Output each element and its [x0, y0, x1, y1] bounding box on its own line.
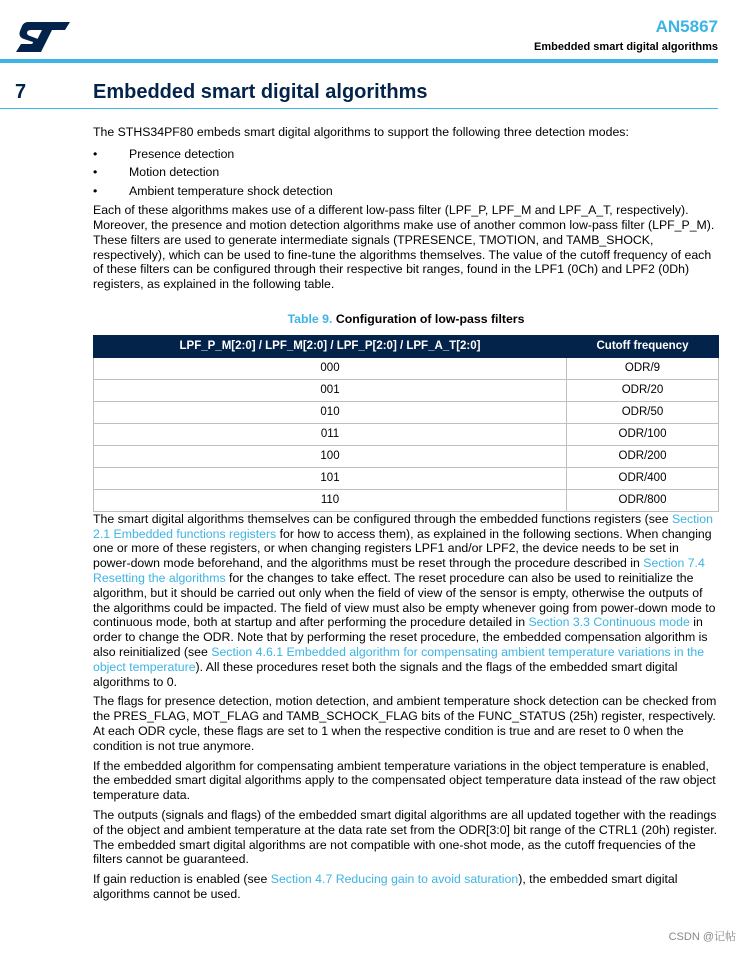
bullet-icon: •: [93, 165, 98, 180]
header-subtitle: Embedded smart digital algorithms: [534, 41, 718, 53]
table-caption-label: Table 9.: [287, 312, 333, 327]
table-caption: [93, 312, 719, 327]
column-header-cutoff: Cutoff frequency: [567, 335, 719, 357]
table-caption-text: Configuration of low-pass filters: [335, 312, 525, 327]
section-title: Embedded smart digital algorithms: [93, 81, 428, 103]
outputs-paragraph: The outputs (signals and flags) of the embedded smart digital algorithms are all updated together with the readings of the object and ambient temperature at the data rate set from the ODR[3:0] bit range of the CTRL1 (20h) register. The embedded smart digital algorithms are not compatible with one-shot mode, as the cutoff frequencies of the filters cannot be guaranteed.: [93, 808, 718, 867]
table-row: 011 ODR/100: [94, 423, 719, 445]
section-number: 7: [15, 81, 27, 103]
link-section-4-7[interactable]: Section 4.7 Reducing gain to avoid saturation: [270, 872, 519, 887]
document-id: AN5867: [655, 17, 718, 36]
lpf-config-table: [93, 335, 719, 512]
link-section-4-6-1[interactable]: Section 4.6.1 Embedded algorithm for compensating ambient temperature variations in the object temperature: [93, 645, 705, 674]
link-section-7-4[interactable]: Section 7.4 Resetting the algorithms: [93, 556, 705, 586]
list-item: • Ambient temperature shock detection: [93, 182, 719, 201]
detection-modes-list: [93, 145, 719, 201]
table-row: 010 ODR/50: [94, 401, 719, 423]
section-title-rule: [0, 108, 718, 109]
table-row: 000 ODR/9: [94, 357, 719, 379]
table-header-row: [94, 335, 719, 357]
header-rule: [0, 59, 718, 63]
column-header-bits: LPF_P_M[2:0] / LPF_M[2:0] / LPF_P[2:0] / LPF_A_T[2:0]: [94, 335, 567, 357]
page-header: [534, 17, 718, 53]
table-row: 110 ODR/800: [94, 489, 719, 511]
intro-paragraph: Each of these algorithms makes use of a different low-pass filter (LPF_P, LPF_M and LPF_A_T, respectively). Moreover, the presence and motion detection algorithms make use of another common low-pass filter (LPF_P_M). These filters are used to generate intermediate signals (TPRESENCE, TMOTION, and TAMB_SHOCK, respectively), which can be used to fine-tune the algorithms themselves. The value of the cutoff frequency of each of these filters can be configured through their respective bit ranges, found in the LPF1 (0Ch) and LPF2 (0Dh) registers, as explained in the following table.: [93, 203, 715, 292]
table-row: 101 ODR/400: [94, 467, 719, 489]
intro-lead: The STHS34PF80 embeds smart digital algorithms to support the following three detection modes:: [93, 125, 629, 139]
gain-reduction-paragraph: If gain reduction is enabled (see Section 4.7 Reducing gain to avoid saturation), the embedded smart digital algorithms cannot be used.: [93, 872, 678, 901]
watermark: CSDN @记帖: [668, 931, 736, 943]
list-item: • Presence detection: [93, 145, 719, 164]
bullet-icon: •: [93, 183, 98, 198]
compensation-paragraph: If the embedded algorithm for compensating ambient temperature variations in the object temperature is enabled, the embedded smart digital algorithms apply to the compensated object temperature data instead of the raw object temperature data.: [93, 758, 716, 803]
link-section-3-3[interactable]: Section 3.3 Continuous mode: [528, 615, 690, 630]
link-section-2-1[interactable]: Section 2.1 Embedded functions registers: [93, 511, 713, 541]
table-row: 001 ODR/20: [94, 379, 719, 401]
document-body: [93, 125, 719, 907]
bullet-icon: •: [93, 146, 98, 161]
st-logo: [14, 20, 72, 54]
table-row: 100 ODR/200: [94, 445, 719, 467]
list-item: • Motion detection: [93, 163, 719, 182]
algorithms-config-paragraph: The smart digital algorithms themselves can be configured through the embedded functions registers (see Section 2.1 Embedded functions registers for how to access them), as explained in the following sections. When changing one or more of these registers, or when changing registers LPF1 and/or LPF2, the device needs to be set in power-down mode beforehand, and the algorithms must be reset through the procedure described in Section 7.4 Resetting the algorithms for the changes to take effect. The reset procedure can also be used to reinitialize the algorithm, but it should be carried out only when the field of view of the sensor is empty, otherwise the outputs of the algorithms could be impacted. The field of view must also be empty whenever going from power-down mode to continuous mode, both at startup and after performing the procedure detailed in Section 3.3 Continuous mode in order to change the ODR. Note that by performing the reset procedure, the embedded compensation algorithm is also reinitialized (see Section 4.6.1 Embedded algorithm for compensating ambient temperature variations in the object temperature). All these procedures reset both the signals and the flags of the embedded smart digital algorithms to 0.: [93, 511, 716, 689]
flags-paragraph: The flags for presence detection, motion detection, and ambient temperature shock detection can be checked from the PRES_FLAG, MOT_FLAG and TAMB_SCHOCK_FLAG bits of the FUNC_STATUS (25h) register, respectively. At each ODR cycle, these flags are set to 1 when the respective condition is true and are reset to 0 when the condition is not true anymore.: [93, 694, 717, 753]
